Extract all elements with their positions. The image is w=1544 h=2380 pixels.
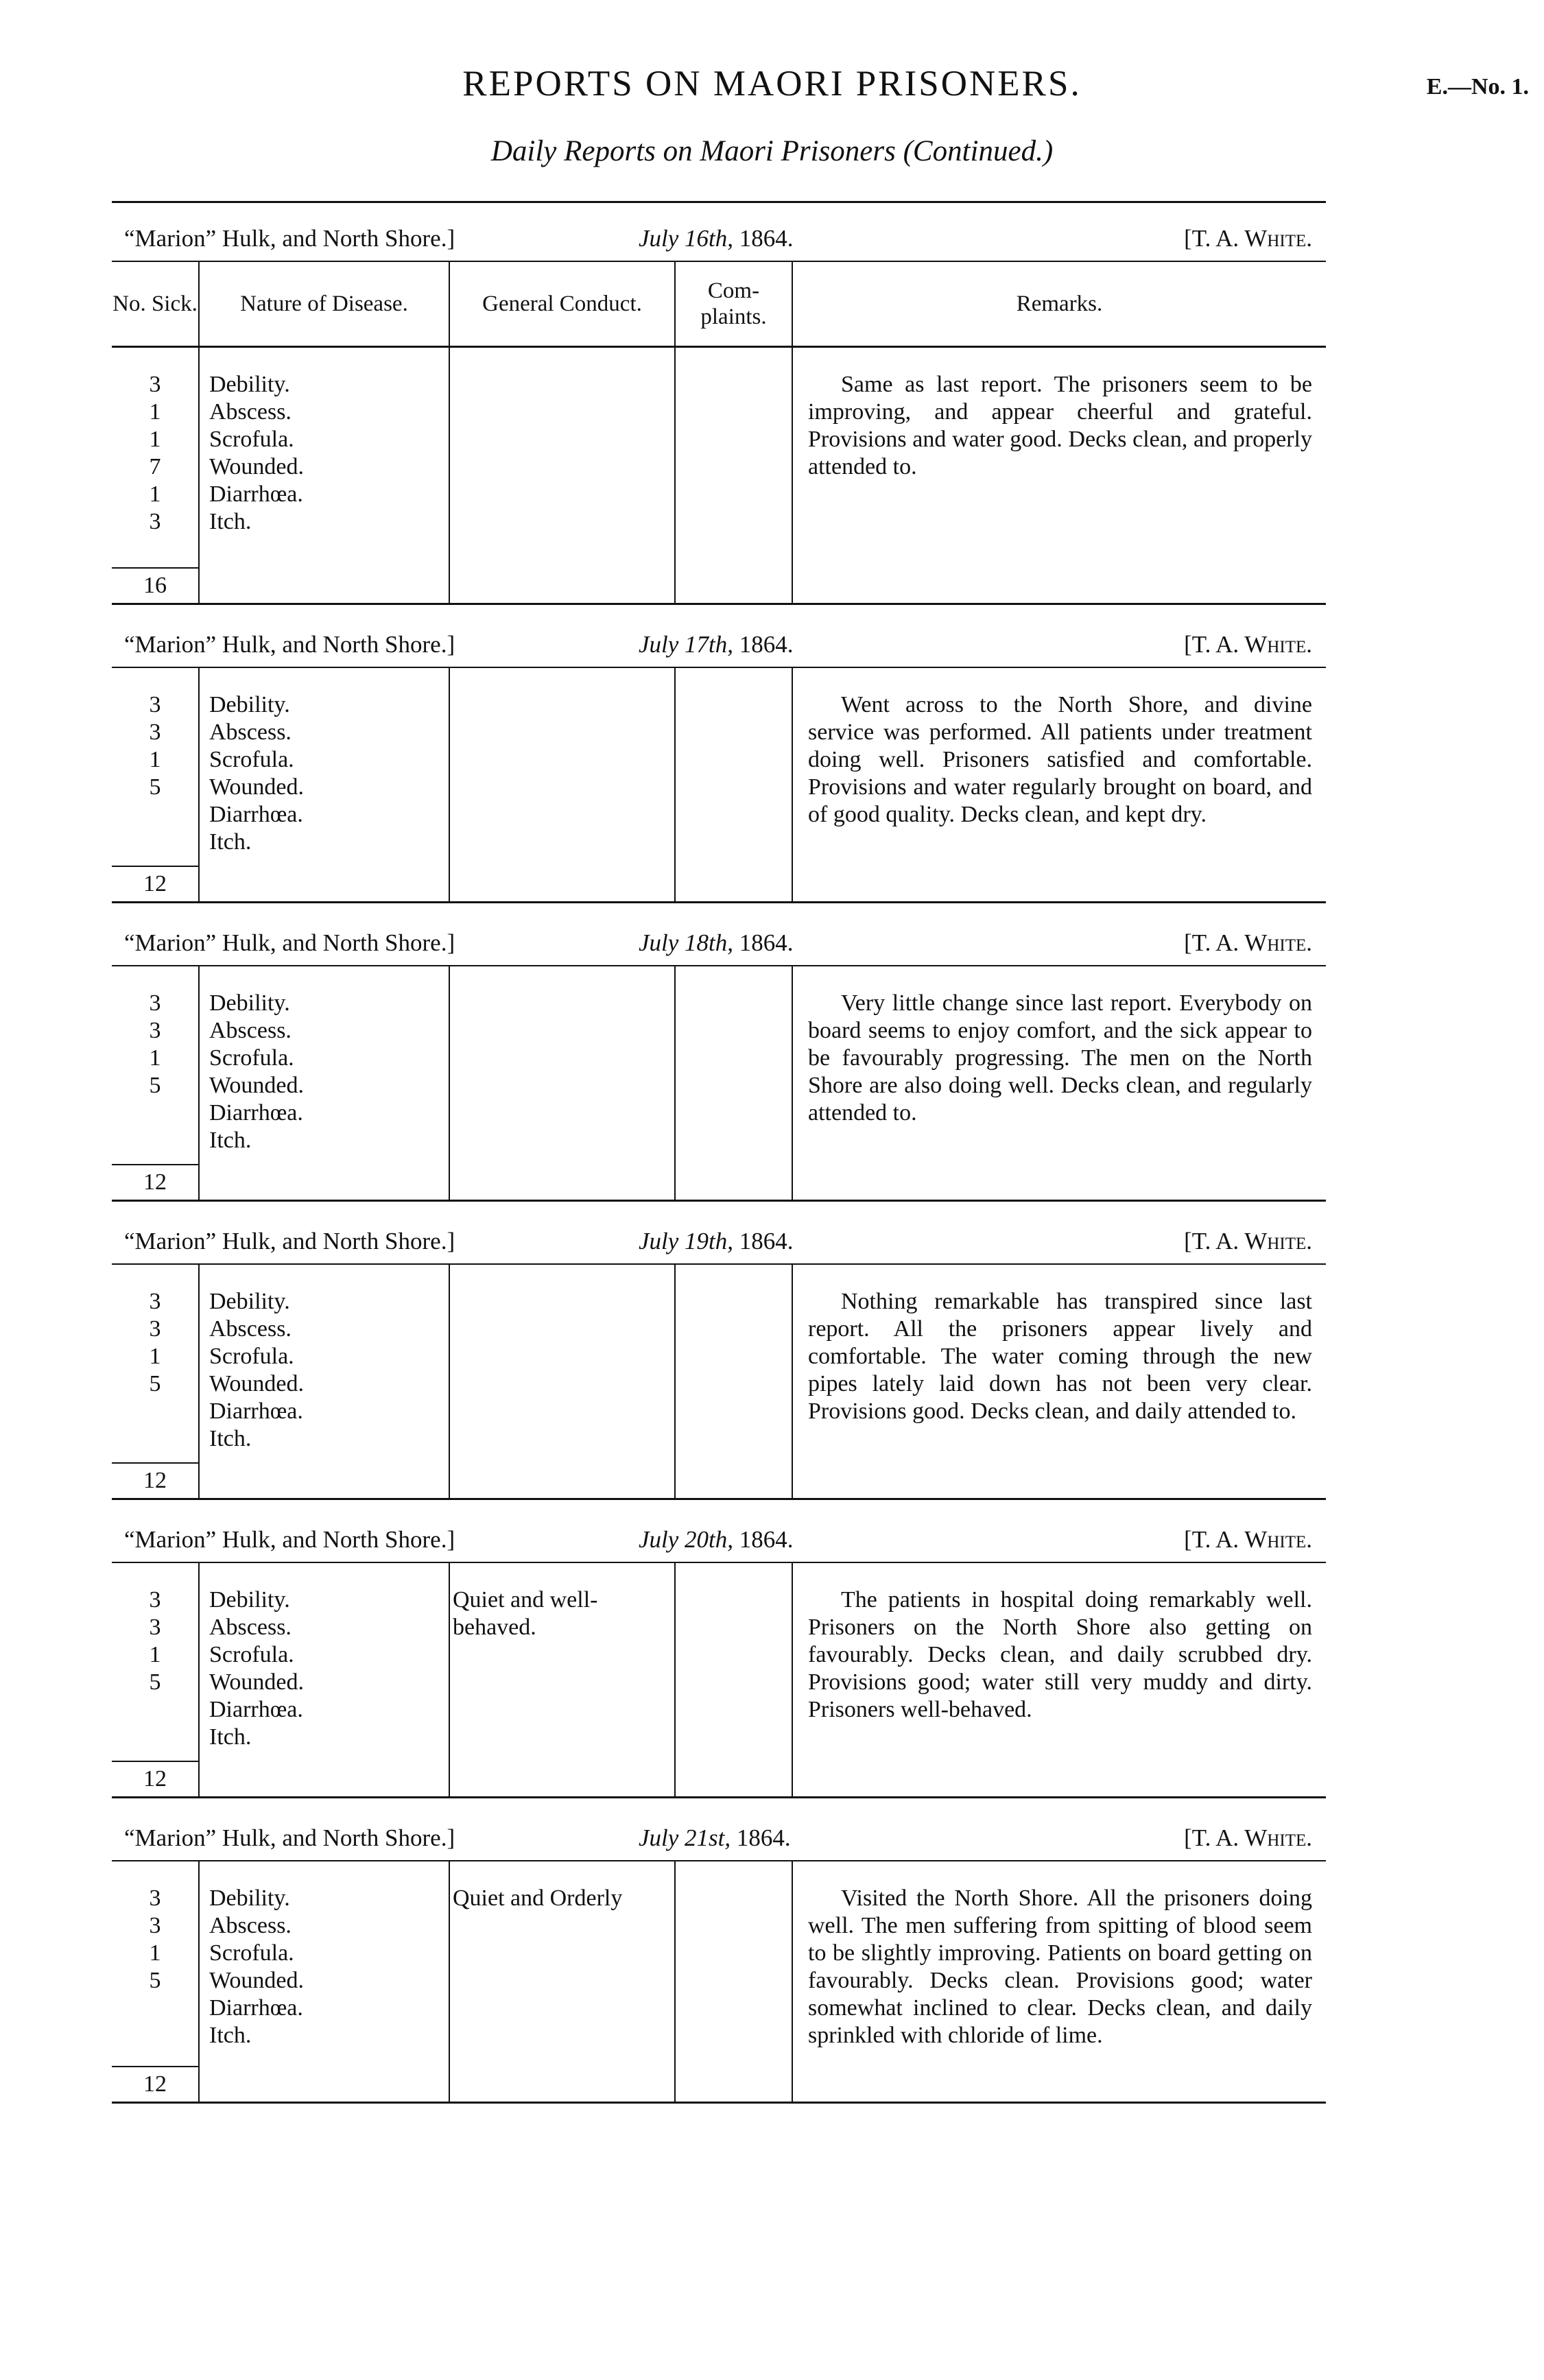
sick-count: 5	[149, 1371, 161, 1396]
report-date-day: July 17th,	[639, 631, 734, 658]
sick-count: 5	[149, 1073, 161, 1098]
report-header	[112, 1818, 1326, 1861]
disease-name: Wounded.	[209, 774, 304, 800]
disease-name: Scrofula.	[209, 1344, 294, 1369]
report-place: “Marion” Hulk, and North Shore.]	[124, 1228, 455, 1254]
disease-name: Itch.	[209, 1426, 252, 1451]
sick-count: 1	[149, 1642, 161, 1667]
disease-name: Wounded.	[209, 1968, 304, 1993]
reports-sheet	[112, 201, 1326, 2104]
sick-count: 5	[149, 774, 161, 800]
report-gap	[112, 1202, 1326, 1221]
remarks-cell: Nothing remarkable has transpired since last report. All the prisoners appear lively and comfortable. The water coming through the new pipes lately laid down has not been very clear. Provisions good. Decks clean, and daily attended to.	[808, 1289, 1312, 1424]
report-date-day: July 20th,	[639, 1526, 734, 1553]
report-gap	[112, 903, 1326, 923]
report-header	[112, 1519, 1326, 1563]
report-place: “Marion” Hulk, and North Shore.]	[124, 1526, 455, 1553]
remarks-cell: The patients in hospital doing remarkably well. Prisoners on the North Shore also getting on favourably. Decks clean, and daily scrubbed dry. Provisions good; water still very muddy and dirty. Prisoners well-behaved.	[808, 1587, 1312, 1722]
report-officer: [T. A. White.	[1184, 1824, 1312, 1851]
sick-count: 3	[149, 692, 161, 717]
report-date	[639, 929, 794, 957]
sick-count: 3	[149, 372, 161, 397]
report-date-year: 1864.	[736, 1824, 791, 1851]
disease-name: Debility.	[209, 372, 290, 397]
top-rule	[112, 201, 1326, 203]
report-body	[112, 1861, 1326, 2104]
disease-name: Itch.	[209, 1724, 252, 1750]
report-body	[112, 668, 1326, 903]
report-place: “Marion” Hulk, and North Shore.]	[124, 631, 455, 658]
report-officer: [T. A. White.	[1184, 1526, 1312, 1553]
sick-count: 1	[149, 481, 161, 507]
sick-count: 3	[149, 1885, 161, 1911]
sick-count: 5	[149, 1669, 161, 1695]
disease-name: Abscess.	[209, 1018, 292, 1043]
sick-count: 3	[149, 1913, 161, 1938]
sick-total: 12	[112, 1462, 198, 1498]
disease-cell	[200, 1265, 450, 1498]
report-date-year: 1864.	[739, 225, 794, 252]
report-officer: [T. A. White.	[1184, 1228, 1312, 1254]
daily-report	[112, 1818, 1326, 2104]
disease-name: Debility.	[209, 692, 290, 717]
disease-name: Itch.	[209, 509, 252, 534]
sick-count: 3	[149, 1018, 161, 1043]
report-header	[112, 218, 1326, 262]
col-header-complaints: Com- plaints.	[676, 262, 793, 346]
disease-name: Diarrhœa.	[209, 481, 303, 507]
disease-name: Abscess.	[209, 399, 292, 425]
report-place: “Marion” Hulk, and North Shore.]	[124, 929, 455, 956]
report-date	[639, 225, 794, 252]
sick-total: 16	[112, 567, 198, 603]
daily-report	[112, 218, 1326, 605]
sick-total: 12	[112, 1761, 198, 1796]
sick-total: 12	[112, 866, 198, 901]
report-date-year: 1864.	[739, 1228, 794, 1254]
sick-count: 3	[149, 509, 161, 534]
page-subtitle: Daily Reports on Maori Prisoners (Continued.)	[490, 135, 1054, 167]
report-date-day: July 18th,	[639, 929, 734, 956]
sick-count: 1	[149, 1045, 161, 1071]
report-officer: [T. A. White.	[1184, 631, 1312, 658]
disease-name: Abscess.	[209, 1316, 292, 1342]
disease-name: Itch.	[209, 1128, 252, 1153]
sick-count: 3	[149, 1615, 161, 1640]
daily-report	[112, 923, 1326, 1202]
sick-count: 1	[149, 747, 161, 772]
sick-count: 3	[149, 719, 161, 745]
report-date-day: July 16th,	[639, 225, 734, 252]
report-date-day: July 19th,	[639, 1228, 734, 1254]
disease-name: Wounded.	[209, 454, 304, 479]
no-sick-cell	[112, 1861, 200, 2102]
disease-name: Diarrhœa.	[209, 1697, 303, 1722]
no-sick-cell	[112, 1265, 200, 1498]
daily-report	[112, 624, 1326, 903]
sick-count: 1	[149, 427, 161, 452]
report-date-year: 1864.	[739, 631, 794, 658]
disease-name: Scrofula.	[209, 1940, 294, 1966]
report-place: “Marion” Hulk, and North Shore.]	[124, 1824, 455, 1851]
report-date-year: 1864.	[739, 929, 794, 956]
disease-name: Abscess.	[209, 1913, 292, 1938]
report-date	[639, 631, 794, 658]
conduct-cell	[450, 1265, 676, 1498]
sick-count: 1	[149, 399, 161, 425]
disease-name: Wounded.	[209, 1669, 304, 1695]
conduct-cell	[450, 966, 676, 1200]
disease-name: Wounded.	[209, 1073, 304, 1098]
col-header-conduct: General Conduct.	[450, 262, 676, 346]
sick-count: 1	[149, 1940, 161, 1966]
sick-count: 5	[149, 1968, 161, 1993]
sick-total: 12	[112, 2066, 198, 2102]
report-date-year: 1864.	[739, 1526, 794, 1553]
disease-name: Itch.	[209, 2023, 252, 2048]
no-sick-cell	[112, 668, 200, 901]
sick-count: 7	[149, 454, 161, 479]
report-gap	[112, 605, 1326, 624]
disease-name: Scrofula.	[209, 1642, 294, 1667]
report-body	[112, 966, 1326, 1202]
disease-cell	[200, 1563, 450, 1796]
sick-count: 3	[149, 1587, 161, 1613]
report-officer: [T. A. White.	[1184, 929, 1312, 956]
remarks-cell: Went across to the North Shore, and divine service was performed. All patients under treatment doing well. Prisoners satisfied and comfortable. Provisions and water regularly brought on board, and of good quality. Decks clean, and kept dry.	[808, 692, 1312, 827]
complaints-cell	[676, 1563, 793, 1796]
disease-name: Scrofula.	[209, 427, 294, 452]
disease-name: Debility.	[209, 1587, 290, 1613]
sick-count: 3	[149, 1289, 161, 1314]
disease-name: Diarrhœa.	[209, 1399, 303, 1424]
page-title: REPORTS ON MAORI PRISONERS.	[462, 64, 1082, 104]
col-header-remarks: Remarks.	[1016, 291, 1103, 316]
no-sick-cell	[112, 966, 200, 1200]
report-place: “Marion” Hulk, and North Shore.]	[124, 225, 455, 252]
complaints-cell	[676, 348, 793, 603]
disease-name: Diarrhœa.	[209, 1100, 303, 1126]
col-header-no-sick: No. Sick.	[112, 262, 200, 346]
disease-name: Itch.	[209, 829, 252, 855]
report-body	[112, 1563, 1326, 1798]
sick-count: 3	[149, 990, 161, 1016]
report-date	[639, 1824, 791, 1852]
disease-name: Wounded.	[209, 1371, 304, 1396]
disease-name: Debility.	[209, 1885, 290, 1911]
report-officer: [T. A. White.	[1184, 225, 1312, 252]
no-sick-cell	[112, 1563, 200, 1796]
disease-cell	[200, 348, 450, 603]
daily-report	[112, 1519, 1326, 1798]
remarks-cell: Same as last report. The prisoners seem to be improving, and appear cheerful and grateful. Provisions and water good. Decks clean, and properly attended to.	[808, 372, 1312, 479]
sick-count: 1	[149, 1344, 161, 1369]
report-date	[639, 1228, 794, 1255]
disease-name: Debility.	[209, 1289, 290, 1314]
conduct-cell: Quiet and Orderly	[450, 1861, 676, 2102]
complaints-cell	[676, 668, 793, 901]
report-header	[112, 1221, 1326, 1265]
disease-cell	[200, 1861, 450, 2102]
report-body	[112, 1265, 1326, 1500]
report-date-day: July 21st,	[639, 1824, 731, 1851]
complaints-cell	[676, 1861, 793, 2102]
remarks-cell: Very little change since last report. Everybody on board seems to enjoy comfort, and the sick appear to be favourably progressing. The men on the North Shore are also doing well. Decks clean, and regularly attended to.	[808, 990, 1312, 1126]
disease-name: Scrofula.	[209, 1045, 294, 1071]
disease-cell	[200, 966, 450, 1200]
remarks-cell: Visited the North Shore. All the prisoners doing well. The men suffering from spitting of blood seem to be slightly improving. Patients on board getting on favourably. Decks clean. Provisions good; water somewhat inclined to clear. Decks clean, and daily sprinkled with chloride of lime.	[808, 1885, 1312, 2048]
disease-name: Diarrhœa.	[209, 1995, 303, 2021]
daily-report	[112, 1221, 1326, 1500]
page-reference: E.—No. 1.	[1426, 74, 1529, 99]
sick-count: 3	[149, 1316, 161, 1342]
complaints-cell	[676, 1265, 793, 1498]
conduct-cell	[450, 348, 676, 603]
report-date	[639, 1526, 794, 1554]
no-sick-cell	[112, 348, 200, 603]
report-header	[112, 923, 1326, 966]
col-header-nature: Nature of Disease.	[200, 262, 450, 346]
disease-name: Scrofula.	[209, 747, 294, 772]
disease-name: Abscess.	[209, 1615, 292, 1640]
disease-name: Abscess.	[209, 719, 292, 745]
disease-name: Debility.	[209, 990, 290, 1016]
report-gap	[112, 1500, 1326, 1519]
complaints-cell	[676, 966, 793, 1200]
disease-name: Diarrhœa.	[209, 802, 303, 827]
report-gap	[112, 1798, 1326, 1818]
column-headers	[112, 262, 1326, 348]
report-body	[112, 348, 1326, 605]
report-header	[112, 624, 1326, 668]
sick-total: 12	[112, 1164, 198, 1200]
conduct-cell	[450, 668, 676, 901]
disease-cell	[200, 668, 450, 901]
conduct-cell: Quiet and well-behaved.	[450, 1563, 676, 1796]
